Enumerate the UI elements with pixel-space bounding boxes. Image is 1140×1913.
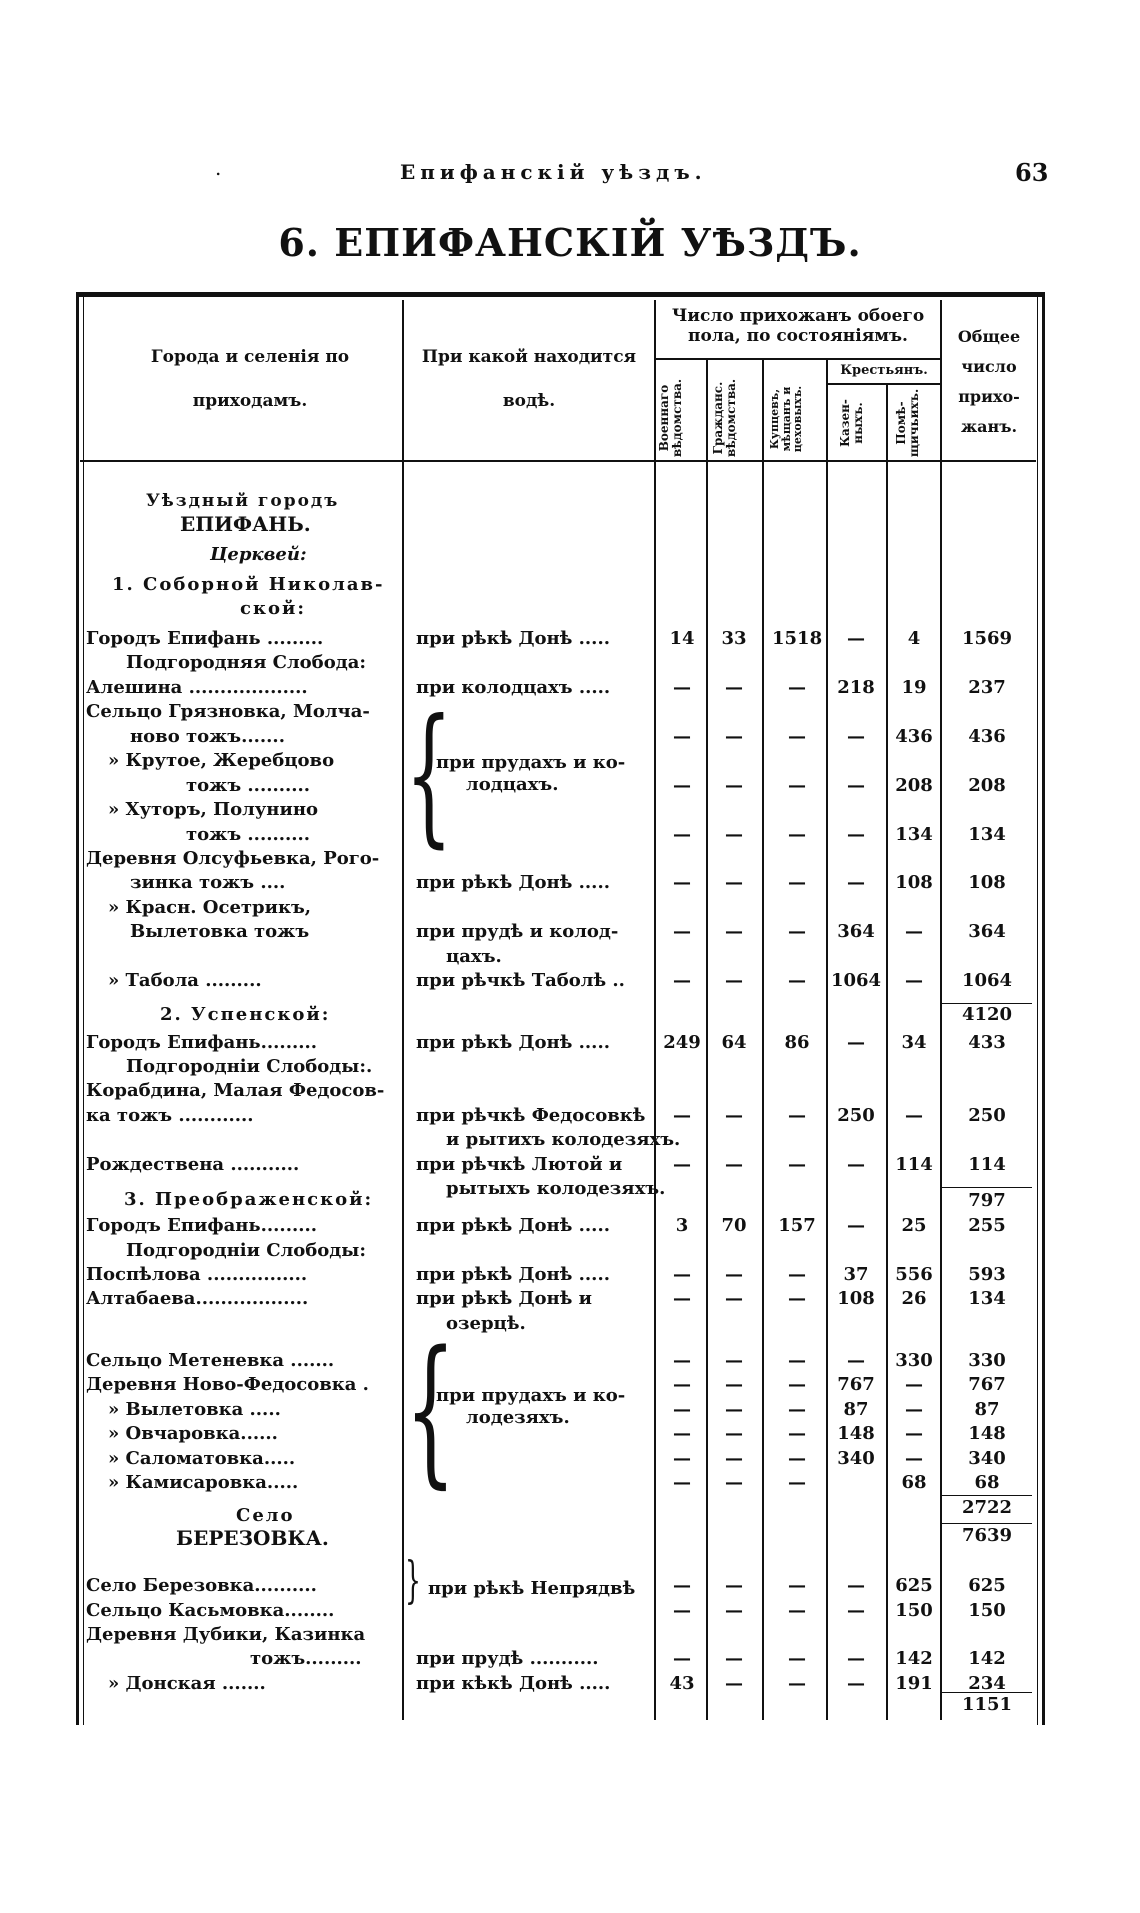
cell-civ: —: [725, 1264, 743, 1285]
header-dot: .: [215, 156, 222, 180]
row-water: рытыхъ колодезяхъ.: [446, 1178, 666, 1199]
row-name: тожъ.........: [250, 1648, 362, 1669]
cell-st: 1064: [830, 970, 882, 991]
cell-ll: —: [905, 1399, 923, 1420]
cell-mer: —: [788, 775, 806, 796]
cell-tot: 1569: [961, 628, 1013, 649]
row-name: » Донская .......: [108, 1673, 266, 1694]
cell-tot: 234: [968, 1673, 1006, 1694]
cell-tot: 364: [968, 921, 1006, 942]
brace-1-line2: лодцахъ.: [466, 774, 559, 795]
header-military: [658, 370, 702, 466]
cell-st: —: [847, 1600, 865, 1621]
cell-civ: —: [725, 775, 743, 796]
row-water: и рытихъ колодезяхъ.: [446, 1129, 681, 1150]
header-rule: [654, 358, 940, 360]
cell-civ: —: [725, 824, 743, 845]
selo-heading: Село: [236, 1505, 295, 1526]
cell-ll: 25: [901, 1215, 927, 1236]
cell-tot: 625: [968, 1575, 1006, 1596]
cell-ll: —: [905, 1423, 923, 1444]
cell-mer: —: [788, 1673, 806, 1694]
cell-tot: 108: [968, 872, 1006, 893]
cell-mil: 43: [669, 1673, 695, 1694]
row-name: Сельцо Грязновка, Молча-: [86, 701, 370, 722]
cell-civ: —: [725, 1374, 743, 1395]
subtotal-2: 797: [968, 1190, 1006, 1211]
cell-st: 87: [843, 1399, 869, 1420]
row-name: Корабдина, Малая Федосов-: [86, 1080, 385, 1101]
brace-2-line2: лодезяхъ.: [466, 1407, 570, 1428]
cell-mil: —: [673, 775, 691, 796]
header-state-line1: Казен-: [838, 399, 852, 447]
header-total: [942, 322, 1036, 442]
header-places-line2: приходамъ.: [192, 390, 308, 411]
header-water: [404, 348, 654, 411]
brace: }: [405, 1551, 421, 1609]
cell-tot: 1064: [961, 970, 1013, 991]
row-name: Деревня Ново-Федосовка .: [86, 1374, 369, 1395]
row-name: Вылетовка тожъ: [130, 921, 310, 942]
cell-tot: 134: [968, 824, 1006, 845]
cell-mil: —: [673, 921, 691, 942]
brace: {: [405, 688, 453, 862]
header-civil: [712, 370, 756, 466]
cell-mil: —: [673, 1264, 691, 1285]
cell-st: 148: [837, 1423, 875, 1444]
cell-st: —: [847, 1032, 865, 1053]
header-places: [110, 348, 390, 411]
cell-st: 108: [837, 1288, 875, 1309]
row-name: Деревня Дубики, Казинка: [86, 1624, 366, 1645]
header-military-line1: Военнаго: [657, 384, 671, 452]
cell-mil: —: [673, 1288, 691, 1309]
cell-mer: —: [788, 726, 806, 747]
subtotal-1: 4120: [961, 1004, 1013, 1025]
header-places-line1: Города и селенія по: [150, 347, 350, 367]
row-name: Городъ Епифань.........: [86, 1032, 318, 1053]
cell-ll: —: [905, 970, 923, 991]
cell-st: 250: [837, 1105, 875, 1126]
cell-st: —: [847, 824, 865, 845]
cell-civ: —: [725, 872, 743, 893]
row-name: тожъ ..........: [186, 824, 311, 845]
cell-ll: 436: [895, 726, 933, 747]
cell-ll: —: [905, 1105, 923, 1126]
header-merchants-line1: Купцевъ,: [768, 388, 781, 450]
row-water: при рѣкѣ Донѣ .....: [416, 1264, 610, 1285]
header-bottom-rule: [80, 460, 1036, 462]
city-name: ЕПИФАНЬ.: [180, 512, 311, 536]
header-civil-line1: Граждaнс.: [711, 381, 725, 455]
subtotal-5: 1151: [961, 1694, 1013, 1715]
header-water-line2: водѣ.: [502, 390, 556, 411]
row-water: цахъ.: [446, 946, 502, 967]
cell-st: —: [847, 1648, 865, 1669]
row-name: Подгородніи Слободы:: [126, 1240, 366, 1261]
cell-ll: —: [905, 921, 923, 942]
cell-civ: —: [725, 1575, 743, 1596]
cell-st: 218: [837, 677, 875, 698]
cell-civ: —: [725, 726, 743, 747]
brace-3-water: при рѣкѣ Непрядвѣ: [428, 1578, 636, 1599]
header-total-line4: жанъ.: [960, 417, 1018, 436]
cell-mer: —: [788, 824, 806, 845]
cell-ll: 108: [895, 872, 933, 893]
cell-ll: 625: [895, 1575, 933, 1596]
col-rule: [402, 300, 404, 1720]
cell-mil: 3: [675, 1215, 689, 1236]
cell-mer: —: [788, 677, 806, 698]
row-water: при рѣкѣ Донѣ .....: [416, 628, 610, 649]
header-landlord-line2: щичьихъ.: [906, 388, 921, 458]
header-group: [656, 307, 940, 346]
row-name: Алешина ...................: [86, 677, 308, 698]
row-water: при рѣчкѣ Лютой и: [416, 1154, 623, 1175]
cell-civ: 64: [721, 1032, 747, 1053]
row-water: при рѣчкѣ Федосовкѣ: [416, 1105, 646, 1126]
cell-mil: —: [673, 1600, 691, 1621]
cell-mil: —: [673, 824, 691, 845]
subtotal-rule: [942, 1495, 1032, 1496]
header-group-line1: Число прихожанъ обоего: [671, 306, 925, 326]
row-water: при рѣкѣ Донѣ .....: [416, 872, 610, 893]
row-name: Сельцо Касьмовка........: [86, 1600, 335, 1621]
city-heading: Уѣздный городъ: [146, 491, 340, 511]
cell-tot: 208: [968, 775, 1006, 796]
cell-civ: 70: [721, 1215, 747, 1236]
row-water: при рѣкѣ Донѣ .....: [416, 1215, 610, 1236]
row-name: Подгородняя Слобода:: [126, 652, 367, 673]
cell-ll: 330: [895, 1350, 933, 1371]
cell-mer: —: [788, 1154, 806, 1175]
cell-mil: 14: [669, 628, 695, 649]
row-name: Городъ Епифань .........: [86, 628, 324, 649]
cell-civ: —: [725, 1448, 743, 1469]
cell-mil: —: [673, 1154, 691, 1175]
cell-tot: 150: [968, 1600, 1006, 1621]
row-name: » Овчаровка......: [108, 1423, 278, 1444]
header-total-line2: число: [961, 357, 1017, 376]
subtotal-4: 7639: [961, 1525, 1013, 1546]
cell-tot: 68: [974, 1472, 1000, 1493]
cell-ll: 191: [895, 1673, 933, 1694]
page-title: 6. ЕПИФАНСКІЙ УѢЗДЪ.: [278, 220, 862, 265]
row-name: Рождествена ...........: [86, 1154, 300, 1175]
cell-ll: 556: [895, 1264, 933, 1285]
cell-ll: 150: [895, 1600, 933, 1621]
row-name: » Хуторъ, Полунино: [108, 799, 319, 820]
cell-tot: 250: [968, 1105, 1006, 1126]
row-water: при колодцахъ .....: [416, 677, 611, 698]
row-name: » Крутое, Жеребцово: [108, 750, 335, 771]
cell-st: —: [847, 872, 865, 893]
church-1-line2: ской:: [240, 598, 306, 619]
row-name: зинка тожъ ....: [130, 872, 286, 893]
cell-mer: —: [788, 1575, 806, 1596]
cell-civ: —: [725, 1423, 743, 1444]
cell-ll: 26: [901, 1288, 927, 1309]
cell-tot: 255: [968, 1215, 1006, 1236]
header-peasants: Крестьянъ.: [840, 363, 928, 378]
cell-civ: —: [725, 1399, 743, 1420]
cell-st: —: [847, 628, 865, 649]
row-water: при рѣчкѣ Таболѣ ..: [416, 970, 625, 991]
cell-ll: 142: [895, 1648, 933, 1669]
cell-mer: 86: [784, 1032, 810, 1053]
row-water: при прудѣ ...........: [416, 1648, 599, 1669]
cell-tot: 114: [968, 1154, 1006, 1175]
row-water: при прудѣ и колод-: [416, 921, 619, 942]
cell-mer: —: [788, 1350, 806, 1371]
col-rule: [940, 300, 942, 1720]
cell-ll: 208: [895, 775, 933, 796]
header-rule: [826, 383, 940, 385]
subtotal-rule: [942, 1187, 1032, 1188]
cell-mil: —: [673, 1399, 691, 1420]
cell-tot: 148: [968, 1423, 1006, 1444]
col-rule: [706, 360, 708, 1720]
header-water-line1: При какой находится: [421, 347, 637, 367]
cell-mer: —: [788, 1648, 806, 1669]
header-military-line2: вѣдомства.: [669, 378, 684, 458]
cell-mer: —: [788, 921, 806, 942]
cell-mil: —: [673, 1423, 691, 1444]
page-number: 63: [1015, 158, 1049, 187]
cell-mer: —: [788, 1288, 806, 1309]
cell-tot: 87: [974, 1399, 1000, 1420]
cell-tot: 767: [968, 1374, 1006, 1395]
cell-ll: —: [905, 1374, 923, 1395]
header-state-peasants: [839, 388, 875, 458]
cell-mil: —: [673, 726, 691, 747]
row-water: при рѣкѣ Донѣ и: [416, 1288, 593, 1309]
church-2: 2. Успенской:: [160, 1004, 331, 1025]
cell-civ: —: [725, 1350, 743, 1371]
cell-mil: —: [673, 1350, 691, 1371]
cell-ll: —: [905, 1448, 923, 1469]
cell-tot: 436: [968, 726, 1006, 747]
subtotal-rule: [942, 1692, 1032, 1693]
cell-mer: —: [788, 1374, 806, 1395]
header-state-line2: ныхъ.: [850, 402, 865, 444]
row-name: Поспѣлова ................: [86, 1264, 308, 1285]
cell-mil: —: [673, 1575, 691, 1596]
cell-mil: —: [673, 1448, 691, 1469]
cell-ll: 34: [901, 1032, 927, 1053]
cell-civ: 33: [721, 628, 747, 649]
churches-label: Церквей:: [210, 544, 307, 565]
cell-mil: —: [673, 970, 691, 991]
header-landlord-line1: Помѣ-: [894, 401, 908, 445]
cell-st: —: [847, 775, 865, 796]
cell-ll: 134: [895, 824, 933, 845]
cell-mil: —: [673, 1472, 691, 1493]
header-merchants-line2: мѣщанъ и: [779, 386, 793, 452]
cell-mer: 157: [778, 1215, 816, 1236]
subtotal-3: 2722: [961, 1497, 1013, 1518]
cell-tot: 340: [968, 1448, 1006, 1469]
cell-mer: —: [788, 1423, 806, 1444]
cell-st: 340: [837, 1448, 875, 1469]
running-title: Епифанскій уѣздъ.: [400, 160, 707, 184]
cell-mil: —: [673, 1374, 691, 1395]
church-1-line1: 1. Соборной Николав-: [112, 574, 385, 595]
cell-tot: 134: [968, 1288, 1006, 1309]
cell-mil: —: [673, 677, 691, 698]
cell-mer: —: [788, 1105, 806, 1126]
row-name: » Красн. Осетрикъ,: [108, 897, 312, 918]
header-total-line1: Общее: [957, 327, 1021, 346]
col-rule: [654, 300, 656, 1720]
cell-mer: —: [788, 970, 806, 991]
cell-st: —: [847, 1575, 865, 1596]
cell-civ: —: [725, 1105, 743, 1126]
cell-civ: —: [725, 1600, 743, 1621]
header-group-line2: пола, по состояніямъ.: [688, 325, 908, 346]
cell-mil: 249: [663, 1032, 701, 1053]
cell-tot: 593: [968, 1264, 1006, 1285]
header-civil-line2: вѣдомства.: [723, 378, 738, 458]
row-name: ново тожъ.......: [130, 726, 285, 747]
row-name: Деревня Олсуфьевка, Рого-: [86, 848, 380, 869]
cell-mer: —: [788, 1264, 806, 1285]
cell-mer: 1518: [772, 628, 823, 649]
cell-civ: —: [725, 1472, 743, 1493]
cell-civ: —: [725, 1154, 743, 1175]
cell-civ: —: [725, 970, 743, 991]
brace-1-water: [436, 752, 625, 796]
cell-civ: —: [725, 1673, 743, 1694]
row-name: » Камисаровка.....: [108, 1472, 299, 1493]
subtotal-rule: [942, 1523, 1032, 1524]
row-name: » Саломатовка.....: [108, 1448, 296, 1469]
row-name: Подгородніи Слободы:.: [126, 1056, 373, 1077]
cell-civ: —: [725, 921, 743, 942]
church-3: 3. Преображенской:: [124, 1189, 374, 1210]
row-name: ка тожъ ............: [86, 1105, 254, 1126]
running-head: [0, 156, 1140, 190]
header-total-line3: прихо-: [958, 387, 1020, 406]
col-rule: [762, 360, 764, 1720]
cell-st: 767: [837, 1374, 875, 1395]
cell-civ: —: [725, 677, 743, 698]
cell-civ: —: [725, 1288, 743, 1309]
cell-mer: —: [788, 872, 806, 893]
brace-1-line1: при прудахъ и ко-: [436, 752, 626, 773]
cell-tot: 433: [968, 1032, 1006, 1053]
row-water: озерцѣ.: [446, 1313, 526, 1334]
row-name: тожъ ..........: [186, 775, 311, 796]
cell-st: 37: [843, 1264, 869, 1285]
cell-st: —: [847, 1673, 865, 1694]
row-water: при кѣкѣ Донѣ .....: [416, 1673, 611, 1694]
row-name: » Табола .........: [108, 970, 262, 991]
cell-st: —: [847, 1350, 865, 1371]
cell-st: —: [847, 1215, 865, 1236]
header-merchants: [769, 371, 819, 467]
row-water: при рѣкѣ Донѣ .....: [416, 1032, 610, 1053]
header-landlord-peasants: [895, 388, 931, 458]
cell-st: —: [847, 1154, 865, 1175]
cell-ll: 114: [895, 1154, 933, 1175]
cell-tot: 237: [968, 677, 1006, 698]
brace-2-line1: при прудахъ и ко-: [436, 1385, 626, 1406]
cell-civ: —: [725, 1648, 743, 1669]
cell-mil: —: [673, 1648, 691, 1669]
cell-mil: —: [673, 1105, 691, 1126]
header-merchants-line3: цеховыхъ.: [791, 385, 805, 453]
cell-ll: 68: [901, 1472, 927, 1493]
brace-2-water: [436, 1385, 625, 1429]
cell-st: 364: [837, 921, 875, 942]
row-name: Городъ Епифань.........: [86, 1215, 318, 1236]
selo-name: БЕРЕЗОВКА.: [176, 1526, 329, 1550]
cell-tot: 330: [968, 1350, 1006, 1371]
cell-mer: —: [788, 1472, 806, 1493]
cell-mer: —: [788, 1600, 806, 1621]
cell-st: —: [847, 726, 865, 747]
brace: {: [405, 1316, 456, 1503]
row-name: Село Березовка..........: [86, 1575, 317, 1596]
cell-mer: —: [788, 1399, 806, 1420]
row-name: Алтабаева..................: [86, 1288, 309, 1309]
cell-tot: 142: [968, 1648, 1006, 1669]
cell-ll: 19: [901, 677, 927, 698]
row-name: Сельцо Метеневка .......: [86, 1350, 335, 1371]
cell-mil: —: [673, 872, 691, 893]
cell-mer: —: [788, 1448, 806, 1469]
row-name: » Вылетовка .....: [108, 1399, 281, 1420]
cell-ll: 4: [907, 628, 921, 649]
